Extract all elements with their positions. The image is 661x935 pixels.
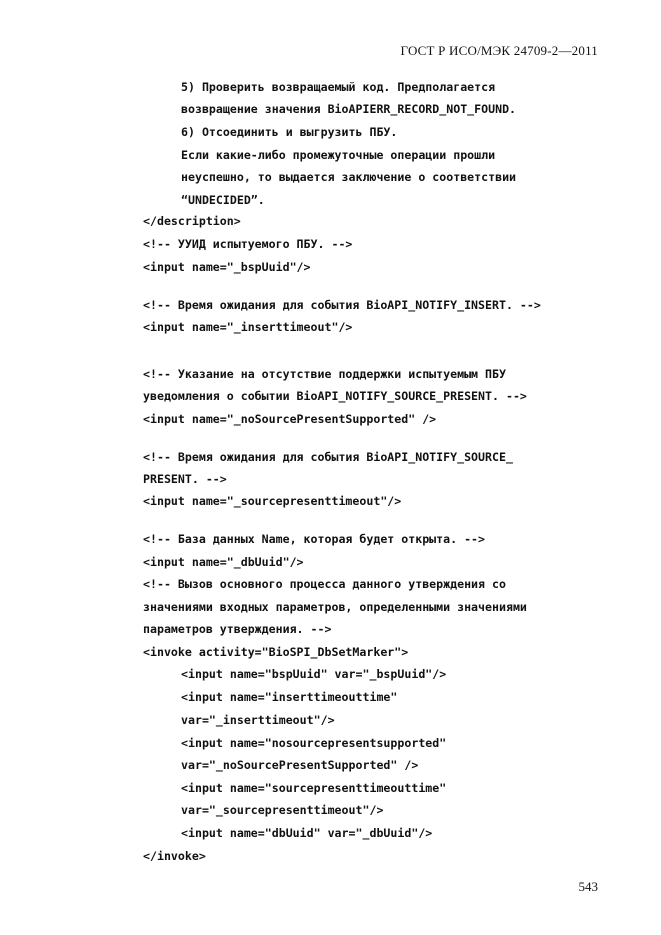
code-line: <input name="_inserttimeout"/> bbox=[143, 320, 353, 334]
code-line: </description> bbox=[143, 214, 241, 228]
code-line: var="_sourcepresenttimeout"/> bbox=[181, 803, 384, 817]
code-line: var="_noSourcePresentSupported" /> bbox=[181, 758, 419, 772]
page-number: 543 bbox=[578, 879, 598, 894]
code-line: <input name="_bspUuid"/> bbox=[143, 260, 311, 274]
code-line: возвращение значения BioAPIERR_RECORD_NOT_FOUND. bbox=[181, 102, 517, 116]
code-line: <input name="bspUuid" var="_bspUuid"/> bbox=[181, 667, 447, 681]
code-line: <input name="inserttimeouttime" bbox=[181, 690, 398, 704]
code-line: 5) Проверить возвращаемый код. Предполагается bbox=[181, 80, 496, 94]
code-line: <input name="dbUuid" var="_dbUuid"/> bbox=[181, 826, 433, 840]
code-line: <invoke activity="BioSPI_DbSetMarker"> bbox=[143, 645, 409, 659]
code-line: неуспешно, то выдается заключение о соответствии bbox=[181, 170, 517, 184]
code-line: <!-- Время ожидания для события BioAPI_NOTIFY_INSERT. --> bbox=[143, 298, 541, 312]
code-line: <!-- УУИД испытуемого ПБУ. --> bbox=[143, 237, 353, 251]
standard-header: ГОСТ Р ИСО/МЭК 24709-2—2011 bbox=[400, 43, 598, 58]
code-line: <input name="nosourcepresentsupported" bbox=[181, 736, 447, 750]
code-line: PRESENT. --> bbox=[143, 472, 227, 486]
code-line: <!-- Время ожидания для события BioAPI_NOTIFY_SOURCE_ bbox=[143, 450, 513, 464]
code-line: Если какие-либо промежуточные операции прошли bbox=[181, 148, 496, 162]
code-line: <!-- База данных Name, которая будет открыта. --> bbox=[143, 532, 486, 546]
code-line: “UNDECIDED”. bbox=[181, 193, 265, 207]
code-line: <input name="sourcepresenttimeouttime" bbox=[181, 781, 447, 795]
code-line: <input name="_dbUuid"/> bbox=[143, 555, 304, 569]
code-line: var="_inserttimeout"/> bbox=[181, 713, 335, 727]
code-line: <!-- Указание на отсутствие поддержки испытуемым ПБУ bbox=[143, 367, 506, 381]
code-line: </invoke> bbox=[143, 849, 206, 863]
code-line: <!-- Вызов основного процесса данного утверждения со bbox=[143, 577, 506, 591]
code-line: значениями входных параметров, определенными значениями bbox=[143, 600, 527, 614]
code-line: уведомления о событии BioAPI_NOTIFY_SOURCE_PRESENT. --> bbox=[143, 389, 527, 403]
code-line: параметров утверждения. --> bbox=[143, 622, 332, 636]
code-line: 6) Отсоединить и выгрузить ПБУ. bbox=[181, 125, 398, 139]
code-line: <input name="_noSourcePresentSupported" /> bbox=[143, 412, 437, 426]
code-line: <input name="_sourcepresenttimeout"/> bbox=[143, 494, 402, 508]
